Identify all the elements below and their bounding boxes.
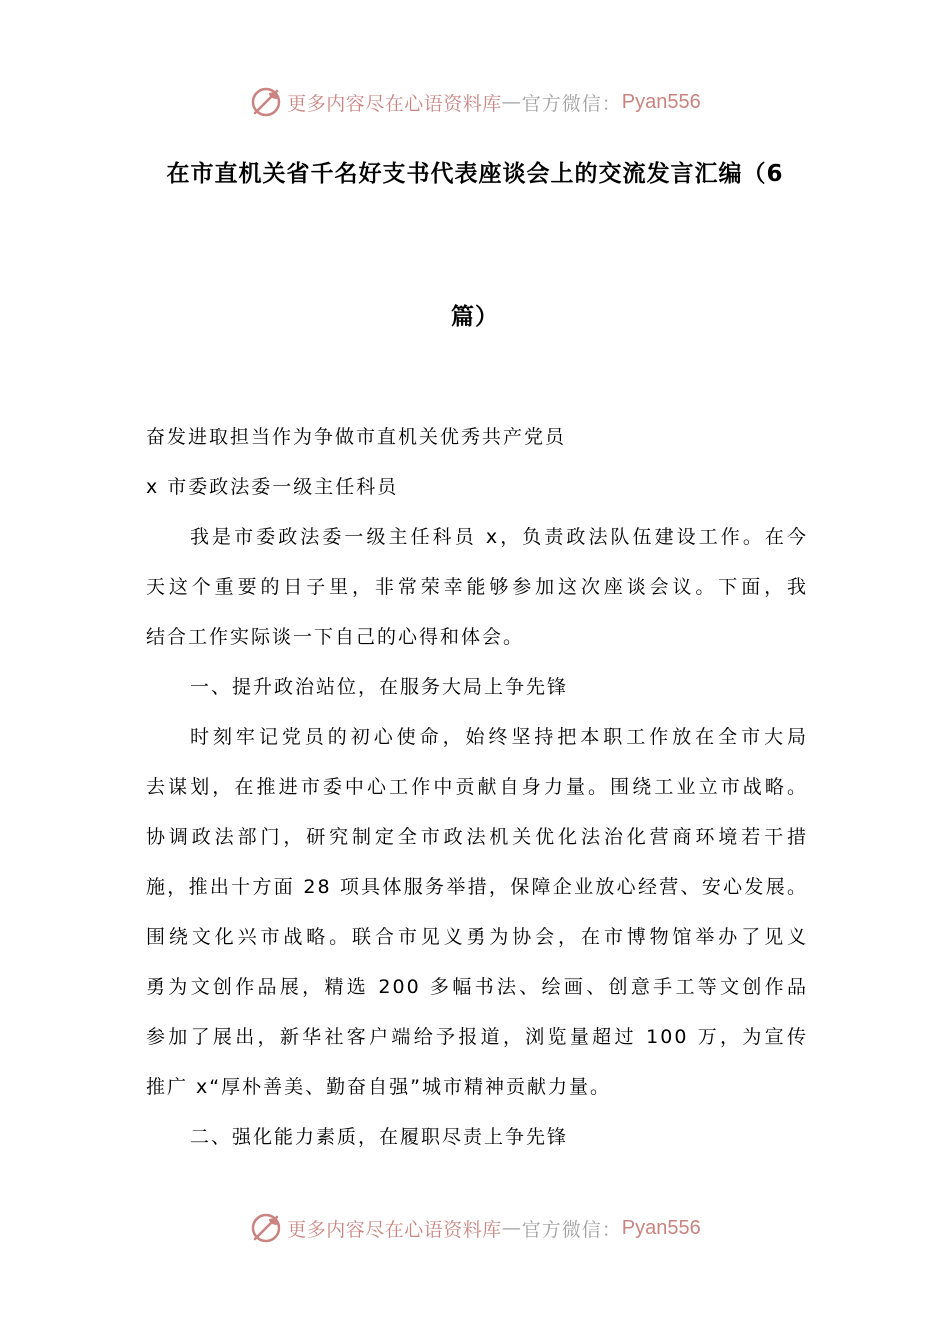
paragraph-line: 勇为文创作品展，精选 200 多幅书法、绘画、创意手工等文创作品	[146, 976, 808, 998]
section-1-title: 一、提升政治站位，在服务大局上争先锋	[190, 676, 569, 698]
document-title-line1: 在市直机关省千名好支书代表座谈会上的交流发言汇编（6	[166, 161, 784, 187]
banner-sub-text: 官方微信：	[521, 92, 622, 115]
watermark-banner-top	[0, 82, 950, 122]
speech-heading: 奋发进取担当作为争做市直机关优秀共产党员	[146, 426, 567, 448]
quill-logo-icon	[249, 85, 283, 119]
banner-account: Pyan556	[621, 1216, 701, 1239]
paragraph-line: 参加了展出，新华社客户端给予报道，浏览量超过 100 万，为宣传	[146, 1026, 808, 1048]
watermark-banner-bottom	[0, 1208, 950, 1248]
banner-main-text: 更多内容尽在心语资料库	[287, 92, 502, 115]
paragraph-line: 时刻牢记党员的初心使命，始终坚持把本职工作放在全市大局	[190, 726, 808, 748]
document-title-line2: 篇）	[451, 304, 499, 330]
section-2-title: 二、强化能力素质，在履职尽责上争先锋	[190, 1126, 569, 1148]
paragraph-line: 结合工作实际谈一下自己的心得和体会。	[146, 626, 525, 648]
paragraph-line: 天这个重要的日子里，非常荣幸能够参加这次座谈会议。下面，我	[146, 576, 808, 598]
banner-main-text: 更多内容尽在心语资料库	[287, 1218, 502, 1241]
paragraph-line: 推广 x“厚朴善美、勤奋自强”城市精神贡献力量。	[146, 1076, 611, 1098]
paragraph-line: 施，推出十方面 28 项具体服务举措，保障企业放心经营、安心发展。	[146, 876, 808, 898]
banner-dash: —	[501, 91, 522, 113]
paragraph-line: 去谋划，在推进市委中心工作中贡献自身力量。围绕工业立市战略。	[146, 776, 808, 798]
paragraph-line: 协调政法部门，研究制定全市政法机关优化法治化营商环境若干措	[146, 826, 808, 848]
paragraph-line: 围绕文化兴市战略。联合市见义勇为协会，在市博物馆举办了见义	[146, 926, 808, 948]
banner-account: Pyan556	[621, 90, 701, 113]
speech-author: x 市委政法委一级主任科员	[146, 476, 399, 498]
paragraph-line: 我是市委政法委一级主任科员 x，负责政法队伍建设工作。在今	[190, 526, 808, 548]
quill-logo-icon	[249, 1211, 283, 1245]
banner-dash: —	[501, 1217, 522, 1239]
document-body	[146, 412, 808, 1162]
banner-sub-text: 官方微信：	[521, 1218, 622, 1241]
